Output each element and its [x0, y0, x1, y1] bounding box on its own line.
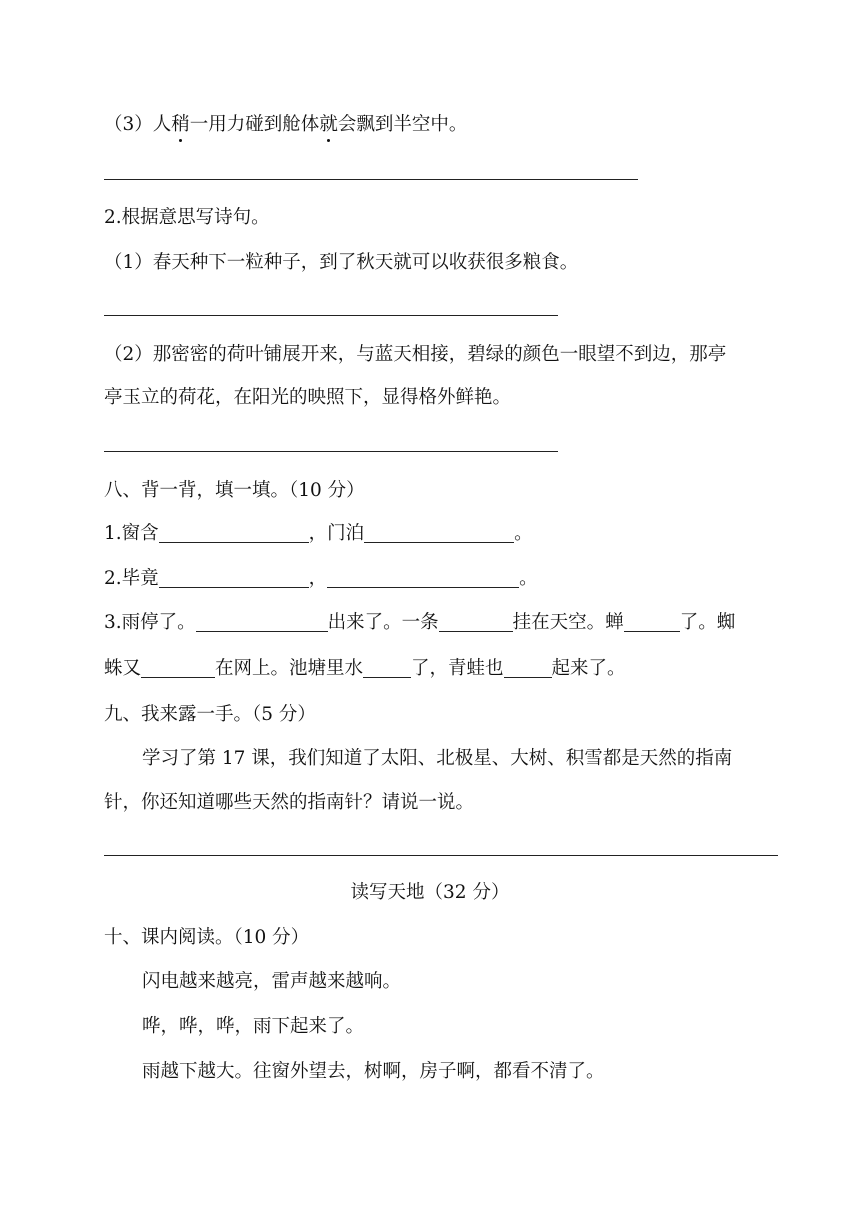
fill-blank[interactable]	[624, 611, 680, 632]
section-9-body-line2: 针，你还知道哪些天然的指南针？请说一说。	[104, 792, 475, 813]
part-title: 读写天地（32 分）	[350, 882, 510, 903]
fill-blank[interactable]	[439, 611, 513, 632]
fill-blank[interactable]	[327, 567, 519, 588]
fill-blank[interactable]	[159, 567, 309, 588]
question-8-3-line1: 3.雨停了。 出来了。一条 挂在天空。蝉 了。蜘	[104, 612, 736, 633]
answer-line-q7-1-3[interactable]	[104, 179, 638, 180]
question-8-1: 1.窗含 ，门泊 。	[104, 523, 533, 544]
passage-paragraph: 哗，哗，哗，雨下起来了。	[142, 1016, 365, 1037]
answer-line-q7-2-1[interactable]	[104, 315, 558, 316]
fill-blank[interactable]	[196, 611, 328, 632]
answer-line-section-9[interactable]	[104, 855, 778, 856]
question-7-2-1: （1）春天种下一粒种子，到了秋天就可以收获很多粮食。	[104, 252, 579, 273]
emphasis-char-jiu: 就	[319, 114, 338, 135]
question-8-3-line2: 蛛又 在网上。池塘里水 了，青蛙也 起来了。	[104, 658, 626, 679]
fill-blank[interactable]	[364, 522, 514, 543]
emphasis-char-shao: 稍	[171, 114, 190, 135]
fill-blank[interactable]	[159, 522, 309, 543]
passage-paragraph: 闪电越来越亮，雷声越来越响。	[142, 971, 402, 992]
question-7-2-title: 2.根据意思写诗句。	[104, 207, 270, 228]
fill-blank[interactable]	[363, 657, 411, 678]
section-9-body-line1: 学习了第 17 课，我们知道了太阳、北极星、大树、积雪都是天然的指南	[142, 748, 733, 769]
question-7-2-2-line1: （2）那密密的荷叶铺展开来，与蓝天相接，碧绿的颜色一眼望不到边，那亭	[104, 344, 727, 365]
fill-blank[interactable]	[141, 657, 215, 678]
passage-paragraph: 雨越下越大。往窗外望去，树啊，房子啊，都看不清了。	[142, 1061, 605, 1082]
fill-blank[interactable]	[504, 657, 552, 678]
answer-line-q7-2-2[interactable]	[104, 451, 558, 452]
section-8-title: 八、背一背，填一填。（10 分）	[104, 480, 365, 501]
question-7-2-2-line2: 亭玉立的荷花，在阳光的映照下，显得格外鲜艳。	[104, 387, 512, 408]
section-9-title: 九、我来露一手。（5 分）	[104, 704, 316, 725]
question-7-1-3: （3）人稍一用力碰到舱体就会飘到半空中。	[104, 114, 468, 135]
section-10-title: 十、课内阅读。（10 分）	[104, 927, 310, 948]
question-8-2: 2.毕竟 ， 。	[104, 568, 538, 589]
